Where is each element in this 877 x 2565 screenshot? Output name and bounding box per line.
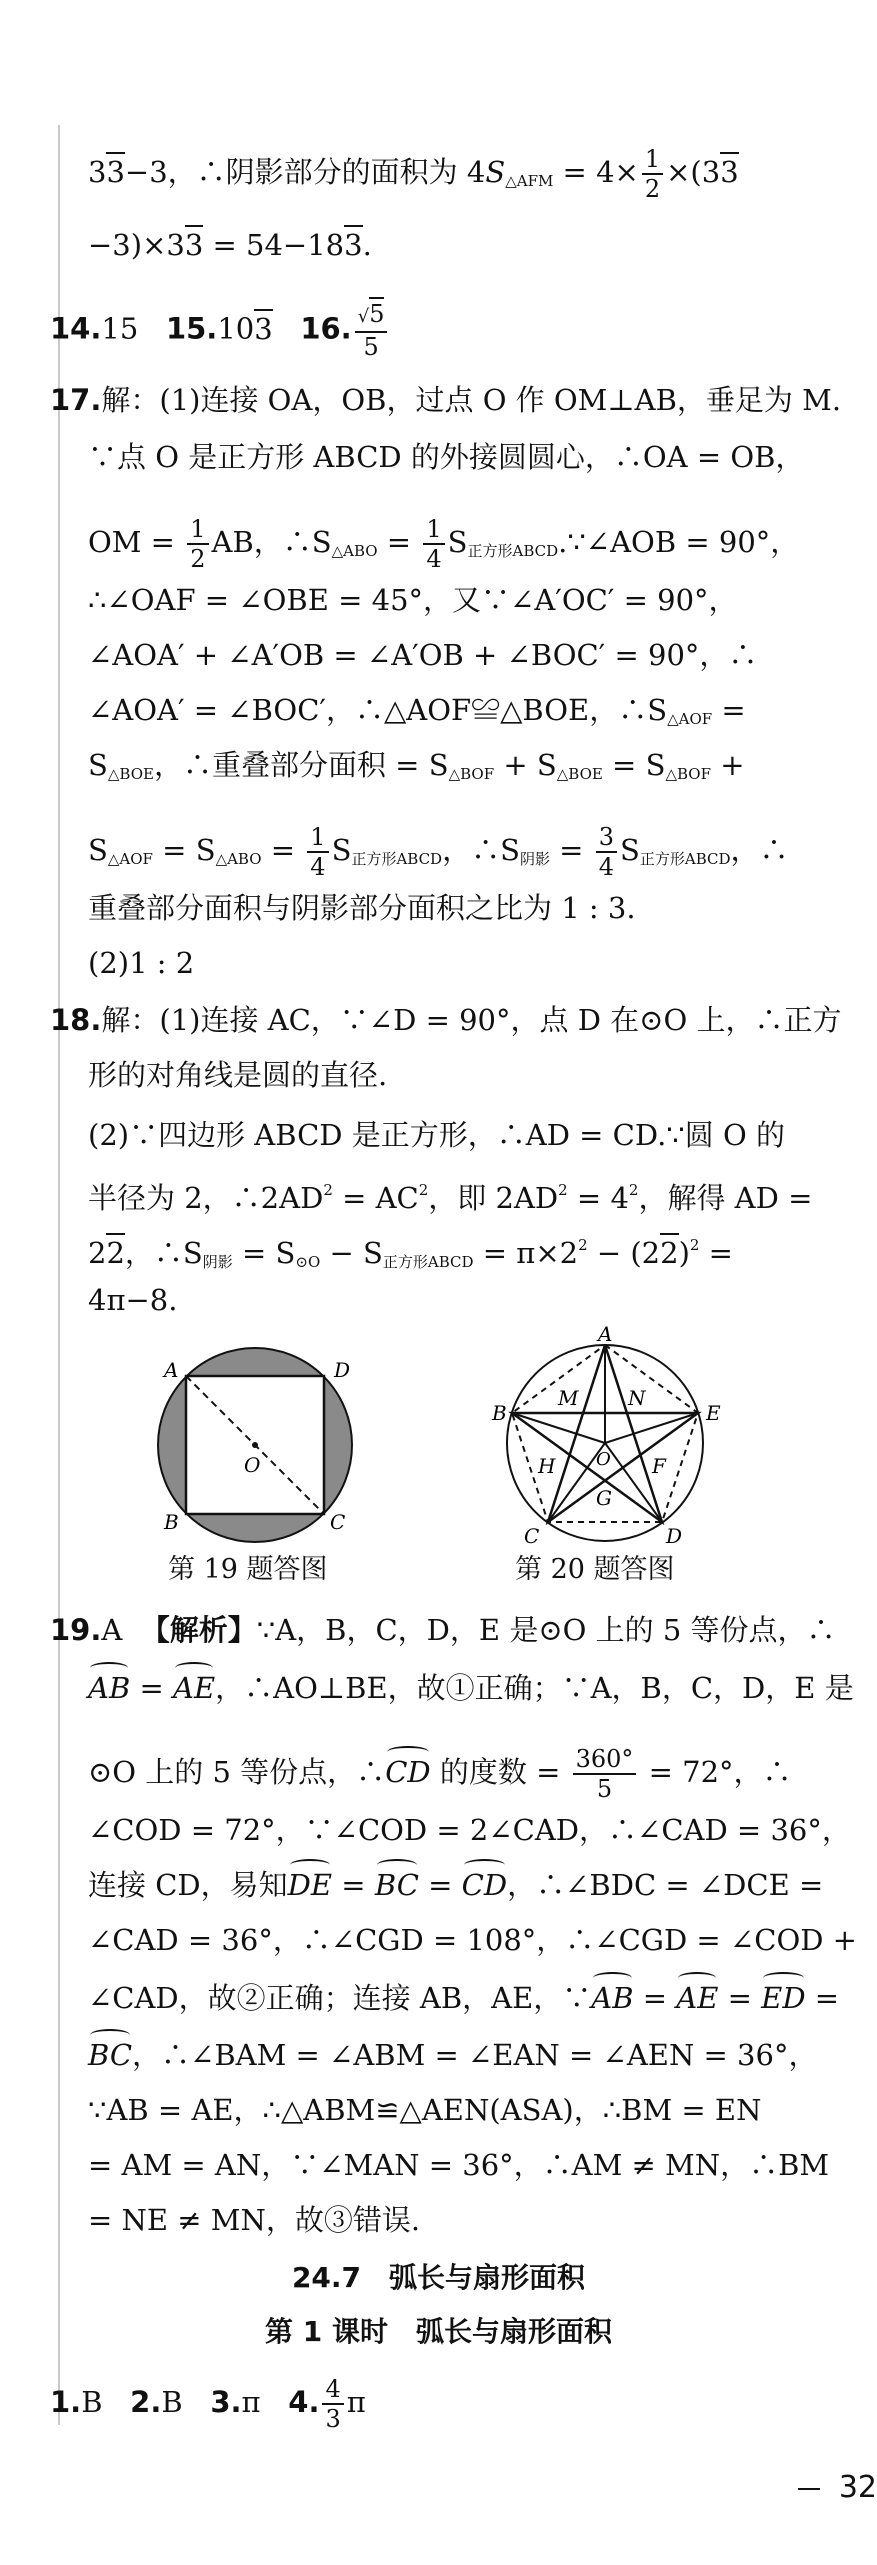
text-line: 33−3，∴阴影部分的面积为 $4S_{\triangle AFM} = 4\times$ $\frac{1}{2}$ ×(33 <box>88 145 739 203</box>
section-title: 24.7 弧长与扇形面积 <box>291 2261 586 2294</box>
text-line: −3)×33 = 54−183. <box>88 225 372 265</box>
q19-line-9: ∵AB = AE，∴△ABM≌△AEN(ASA)，∴BM = EN <box>88 2093 762 2127</box>
q18-line-1: 18.解：(1)连接 AC，∵∠D = 90°，点 D 在⊙O 上，∴正方 <box>50 1003 842 1037</box>
q19-line-3: ⊙O 上的 5 等份点，∴CD 的度数 = $\frac{360^\circ}{5}$ = 72°，∴ <box>88 1745 792 1803</box>
figure-20-caption: 第 20 题答图 <box>515 1554 675 1585</box>
section-subtitle: 第 1 课时 弧长与扇形面积 <box>265 2315 612 2348</box>
q19-line-8: BC，∴∠BAM = ∠ABM = ∠EAN = ∠AEN = 36°， <box>88 2035 817 2075</box>
answers-14-16: 14.15 15.103 16. $\frac{√5}{5}$ <box>50 300 390 361</box>
q17-line-10: (2)1 : 2 <box>88 946 195 980</box>
label-O: O <box>244 1453 261 1477</box>
label-N: N <box>628 1386 646 1410</box>
label-C: C <box>524 1524 540 1548</box>
q18-line-4: 半径为 2，$\therefore 2AD^2 = AC^2$，即 $2AD^2 = 4^2$，解得 AD = <box>88 1181 813 1215</box>
q18-line-3: (2)∵四边形 ABCD 是正方形，∴AD = CD.∵圆 O 的 <box>88 1118 785 1152</box>
q18-line-6: 4π−8. <box>88 1283 178 1317</box>
q18-line-2: 形的对角线是圆的直径. <box>88 1058 388 1092</box>
fraction-1-4: $\frac{1}{4}$ <box>307 823 328 881</box>
page-number: 32 <box>838 2470 877 2505</box>
label-O: O <box>596 1449 611 1470</box>
fraction-4-3: $\frac{4}{3}$ <box>322 2375 343 2433</box>
fraction-1-2: $\frac{1}{2}$ <box>642 145 663 203</box>
label-D: D <box>666 1524 683 1548</box>
label-A: A <box>598 1325 613 1346</box>
label-D: D <box>334 1358 351 1382</box>
q17-line-9: 重叠部分面积与阴影部分面积之比为 1 : 3. <box>88 891 636 925</box>
label-B: B <box>164 1510 179 1534</box>
label-B: B <box>492 1401 507 1425</box>
q19-line-6: ∠CAD = 36°，∴∠CGD = 108°，∴∠CGD = ∠COD + <box>88 1923 857 1957</box>
q19-line-1: 19.A 【解析】∵A，B，C，D，E 是⊙O 上的 5 等份点，∴ <box>50 1613 836 1647</box>
q19-line-5: 连接 CD，易知DE = BC = CD，∴∠BDC = ∠DCE = <box>88 1865 823 1905</box>
q17-line-6: ∠AOA′ = ∠BOC′，∴△AOF≌△BOE，$\therefore S_{\triangle AOF}$ = <box>88 693 746 728</box>
q17-line-8: $S_{\triangle AOF} = S_{\triangle ABO}$ = $\frac{1}{4}$ $S_{正方形ABCD}$，$\therefore S_{阴影}$ = $\frac{3}{4}$ $S_{正方形ABCD}$，∴ <box>88 823 789 881</box>
q19-line-4: ∠COD = 72°，∵∠COD = 2∠CAD，∴∠CAD = 36°， <box>88 1813 851 1847</box>
label-A: A <box>164 1358 179 1382</box>
label-M: M <box>558 1386 579 1410</box>
q19-line-2: AB = AE，∴AO⊥BE，故①正确；∵A，B，C，D，E 是 <box>88 1668 854 1708</box>
figure-19 <box>150 1345 370 1545</box>
q17-line-1: 17.解：(1)连接 OA，OB，过点 O 作 OM⊥AB，垂足为 M. <box>50 383 842 417</box>
q17-line-5: ∠AOA′ + ∠A′OB = ∠A′OB + ∠BOC′ = 90°，∴ <box>88 638 758 672</box>
figure-20 <box>480 1325 740 1555</box>
page-number-dash <box>798 2488 820 2490</box>
label-F: F <box>652 1454 666 1478</box>
q17-line-3: OM = $\frac{1}{2}$ AB，$\therefore S_{\triangle ABO}$ = $\frac{1}{4}$ $S_{正方形ABCD}.\because\angle AOB = 90^\circ$， <box>88 515 800 573</box>
fraction-1-4: $\frac{1}{4}$ <box>423 515 444 573</box>
q18-line-5: 22，$\therefore S_{阴影} = S_{⊙O} - S_{正方形ABCD} = \pi\times 2^2 - (22)^2$ = <box>88 1225 733 1282</box>
column-rule <box>58 125 60 2425</box>
q19-line-7: ∠CAD，故②正确；连接 AB，AE，∵AB = AE = ED = <box>88 1978 839 2018</box>
label-H: H <box>538 1454 556 1478</box>
fraction-3-4: $\frac{3}{4}$ <box>596 823 617 881</box>
figure-19-caption: 第 19 题答图 <box>168 1554 328 1585</box>
label-G: G <box>596 1486 612 1510</box>
fraction-360-5: $\frac{360^\circ}{5}$ <box>573 1745 637 1803</box>
q17-line-7: $S_{\triangle BOE}$，∴重叠部分面积 = $S_{\triangle BOF} + S_{\triangle BOE} = S_{\triangle BOF}$ + <box>88 748 745 783</box>
answers-1-4: 1.B 2.B 3.π 4. $\frac{4}{3}$ π <box>50 2375 366 2433</box>
label-E: E <box>706 1401 721 1425</box>
fraction-sqrt5-5: $\frac{√5}{5}$ <box>355 300 388 361</box>
q17-line-2: ∵点 O 是正方形 ABCD 的外接圆圆心，∴OA = OB， <box>88 440 805 474</box>
fraction-1-2: $\frac{1}{2}$ <box>187 515 208 573</box>
label-C: C <box>330 1510 346 1534</box>
q19-line-10: = AM = AN，∵∠MAN = 36°，∴AM ≠ MN，∴BM <box>88 2148 830 2182</box>
q19-line-11: = NE ≠ MN，故③错误. <box>88 2203 421 2237</box>
q17-line-4: ∴∠OAF = ∠OBE = 45°，又∵∠A′OC′ = 90°， <box>88 583 738 617</box>
